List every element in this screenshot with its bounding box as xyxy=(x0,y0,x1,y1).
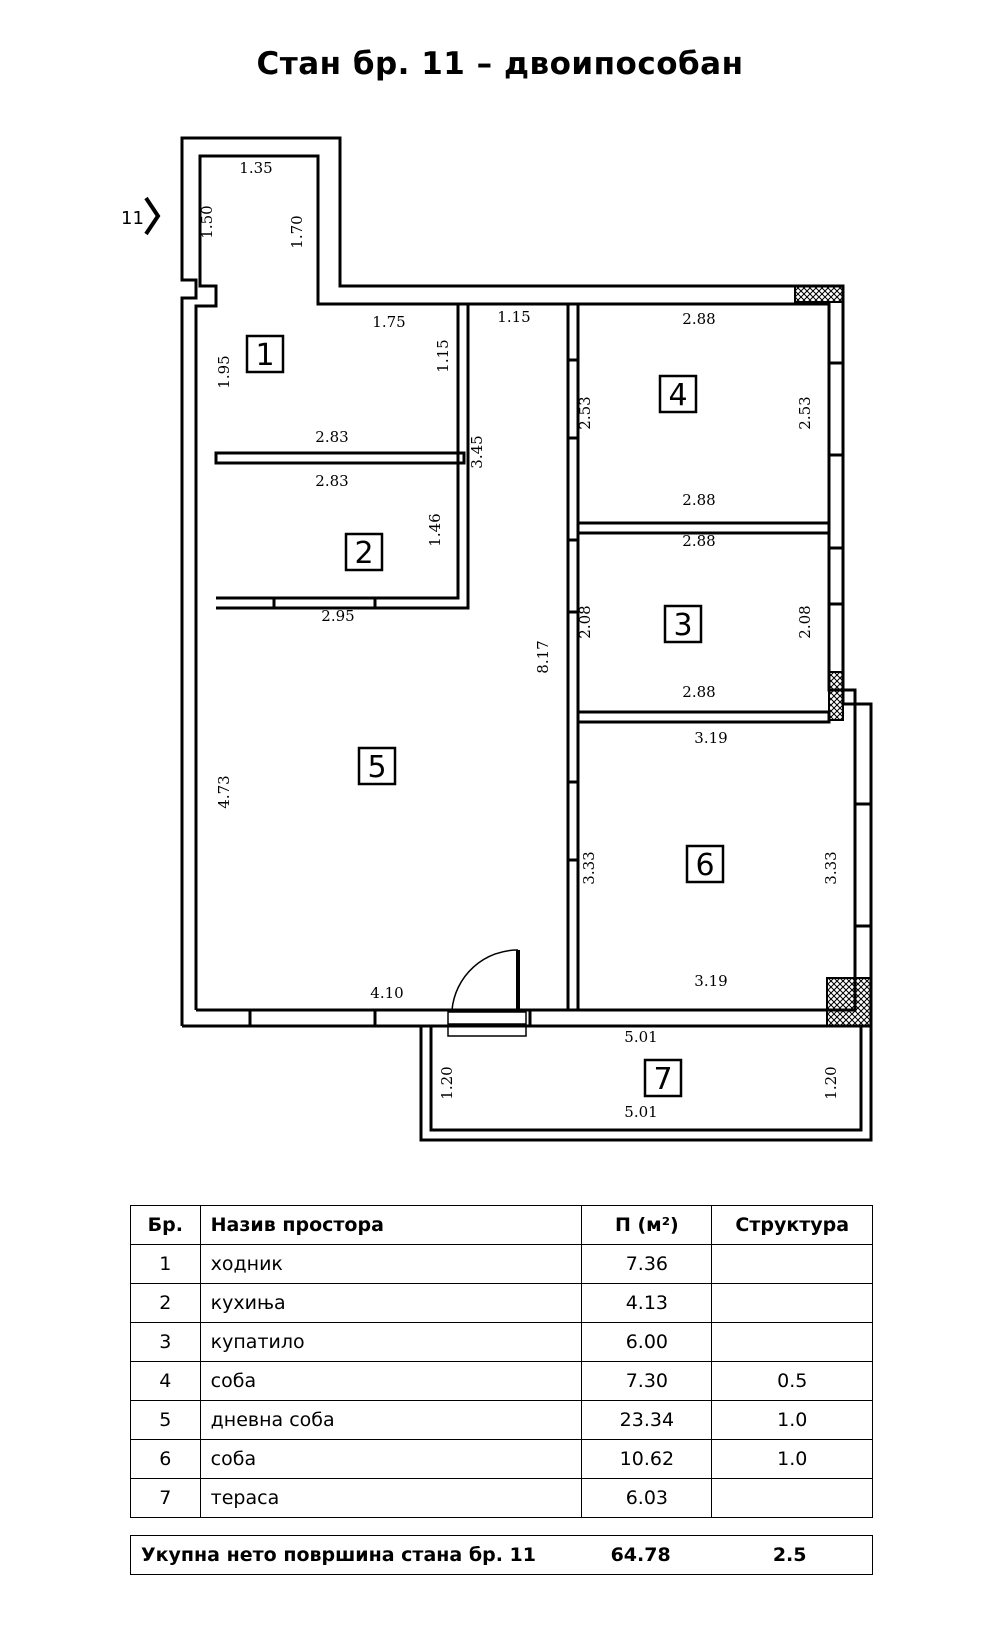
dim-label: 1.95 xyxy=(215,355,233,389)
dim-label: 2.95 xyxy=(321,607,355,625)
cell-name: дневна соба xyxy=(200,1401,582,1440)
rooms-table xyxy=(130,1205,873,1518)
room-label-6: 6 xyxy=(695,848,715,883)
dim-label: 4.73 xyxy=(215,775,233,809)
cell-structure xyxy=(712,1323,873,1362)
dim-label: 2.88 xyxy=(682,310,716,328)
cell-area: 6.00 xyxy=(582,1323,712,1362)
wall-3-6 xyxy=(578,712,829,722)
duct-bottom xyxy=(827,978,871,1026)
cell-name: тераса xyxy=(200,1479,582,1518)
cell-structure xyxy=(712,1479,873,1518)
room-label-2: 2 xyxy=(354,536,374,571)
cell-no: 6 xyxy=(131,1440,201,1479)
table-row xyxy=(131,1440,873,1479)
dim-label: 3.33 xyxy=(822,851,840,885)
dim-label: 2.88 xyxy=(682,491,716,509)
dim-label: 2.08 xyxy=(576,605,594,639)
cell-structure xyxy=(712,1245,873,1284)
cell-no: 7 xyxy=(131,1479,201,1518)
cell-structure: 1.0 xyxy=(712,1440,873,1479)
dim-label: 1.75 xyxy=(372,313,406,331)
room-label-3: 3 xyxy=(673,608,693,643)
cell-name: соба xyxy=(200,1440,582,1479)
cell-no: 4 xyxy=(131,1362,201,1401)
cell-no: 1 xyxy=(131,1245,201,1284)
table-row xyxy=(131,1323,873,1362)
cell-area: 7.36 xyxy=(582,1245,712,1284)
room-label-1: 1 xyxy=(255,338,275,373)
dim-label: 1.15 xyxy=(434,339,452,373)
cell-area: 10.62 xyxy=(582,1440,712,1479)
dim-label: 1.15 xyxy=(497,308,531,326)
total-row xyxy=(131,1536,873,1575)
table-row xyxy=(131,1479,873,1518)
wall-kitchen-right xyxy=(216,304,458,598)
inner-wall-outline xyxy=(196,156,855,1010)
dim-label: 2.83 xyxy=(315,472,349,490)
cell-structure: 1.0 xyxy=(712,1401,873,1440)
duct-top xyxy=(795,286,843,302)
dim-label: 8.17 xyxy=(534,640,552,674)
outer-wall-outline xyxy=(182,138,871,1026)
total-structure: 2.5 xyxy=(707,1536,872,1575)
cell-name: купатило xyxy=(200,1323,582,1362)
cell-area: 23.34 xyxy=(582,1401,712,1440)
dim-label: 2.53 xyxy=(796,396,814,430)
dim-label: 1.50 xyxy=(198,205,216,239)
table-row xyxy=(131,1245,873,1284)
cell-structure: 0.5 xyxy=(712,1362,873,1401)
total-table xyxy=(130,1535,873,1575)
room-label-4: 4 xyxy=(668,378,688,413)
svg-text:11: 11 xyxy=(121,208,144,229)
room-label-5: 5 xyxy=(367,750,387,785)
table-row xyxy=(131,1362,873,1401)
cell-area: 7.30 xyxy=(582,1362,712,1401)
total-area: 64.78 xyxy=(574,1536,707,1575)
dim-label: 1.46 xyxy=(426,513,444,547)
header-no: Бр. xyxy=(131,1206,201,1245)
page-title: Стан бр. 11 – двоипособан xyxy=(256,46,744,82)
cell-no: 3 xyxy=(131,1323,201,1362)
dim-label: 5.01 xyxy=(624,1028,658,1046)
total-label: Укупна нето површина стана бр. 11 xyxy=(131,1536,574,1575)
cell-no: 2 xyxy=(131,1284,201,1323)
header-area: П (м²) xyxy=(582,1206,712,1245)
table-row xyxy=(131,1401,873,1440)
dim-label: 2.08 xyxy=(796,605,814,639)
header-name: Назив простора xyxy=(200,1206,582,1245)
dim-label: 2.53 xyxy=(576,396,594,430)
dim-label: 1.20 xyxy=(438,1066,456,1100)
cell-name: соба xyxy=(200,1362,582,1401)
cell-area: 6.03 xyxy=(582,1479,712,1518)
dim-label: 3.45 xyxy=(468,435,486,469)
dim-label: 2.88 xyxy=(682,683,716,701)
table-row xyxy=(131,1284,873,1323)
entrance-marker xyxy=(121,198,158,234)
dim-label: 5.01 xyxy=(624,1103,658,1121)
dim-label: 1.35 xyxy=(239,159,273,177)
dim-label: 2.83 xyxy=(315,428,349,446)
dim-label: 1.70 xyxy=(288,215,306,249)
dim-label: 3.19 xyxy=(694,972,728,990)
dim-label: 1.20 xyxy=(822,1066,840,1100)
dim-label: 3.33 xyxy=(580,851,598,885)
dim-label: 4.10 xyxy=(370,984,404,1002)
wall-1-2 xyxy=(216,453,464,463)
dim-label: 2.88 xyxy=(682,532,716,550)
walls xyxy=(182,138,871,1140)
duct-mid xyxy=(829,672,843,720)
cell-structure xyxy=(712,1284,873,1323)
header-structure: Структура xyxy=(712,1206,873,1245)
table-header-row xyxy=(131,1206,873,1245)
cell-no: 5 xyxy=(131,1401,201,1440)
dim-label: 3.19 xyxy=(694,729,728,747)
cell-name: кухиња xyxy=(200,1284,582,1323)
room-label-7: 7 xyxy=(653,1062,673,1097)
cell-area: 4.13 xyxy=(582,1284,712,1323)
balcony-door xyxy=(448,950,526,1036)
cell-name: ходник xyxy=(200,1245,582,1284)
